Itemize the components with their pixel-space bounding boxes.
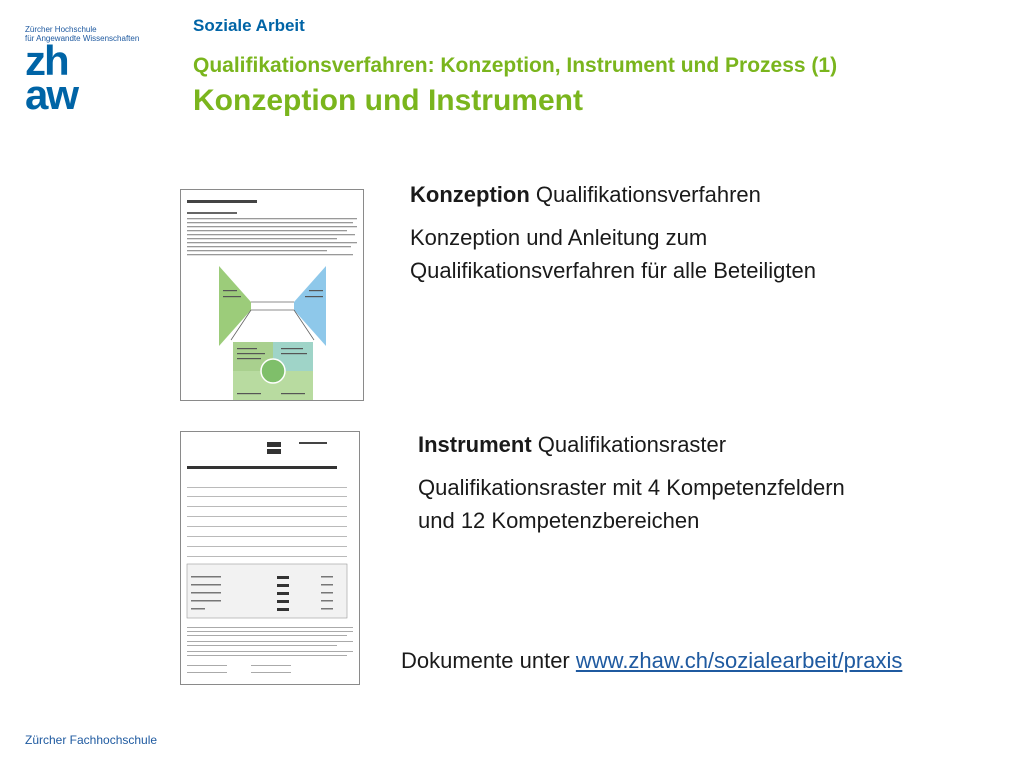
concept-description-line-2: Qualifikationsverfahren für alle Beteiligten bbox=[410, 258, 817, 283]
instrument-description-line-2: und 12 Kompetenzbereichen bbox=[418, 508, 700, 533]
instrument-description bbox=[418, 471, 938, 537]
concept-description bbox=[410, 221, 930, 287]
concept-heading-rest: Qualifikationsverfahren bbox=[529, 182, 761, 207]
concept-document-preview bbox=[181, 190, 364, 401]
logo-line-2: aw bbox=[25, 71, 78, 118]
slide-title: Konzeption und Instrument bbox=[193, 84, 583, 117]
zhaw-logo bbox=[25, 37, 99, 120]
documents-note bbox=[401, 648, 902, 674]
concept-document-thumbnail bbox=[180, 189, 364, 401]
concept-heading bbox=[410, 182, 761, 208]
qualification-grid-thumbnail bbox=[180, 431, 360, 685]
instrument-heading-rest: Qualifikationsraster bbox=[531, 432, 727, 457]
documents-link[interactable]: www.zhaw.ch/sozialearbeit/praxis bbox=[575, 648, 903, 673]
instrument-heading-bold: Instrument bbox=[418, 432, 532, 457]
logo-line-1: zh bbox=[25, 37, 68, 84]
documents-prefix: Dokumente unter bbox=[401, 648, 576, 673]
instrument-heading bbox=[418, 432, 726, 458]
concept-heading-bold: Konzeption bbox=[410, 182, 530, 207]
slide-subtitle: Qualifikationsverfahren: Konzeption, Instrument und Prozess (1) bbox=[193, 54, 838, 77]
instrument-description-line-1: Qualifikationsraster mit 4 Kompetenzfeldern bbox=[418, 475, 845, 500]
institution-line-1: Zürcher Hochschule bbox=[25, 25, 97, 34]
institution-line-2: für Angewandte Wissenschaften bbox=[25, 34, 140, 43]
footer-text: Zürcher Fachhochschule bbox=[25, 733, 158, 747]
concept-description-line-1: Konzeption und Anleitung zum bbox=[410, 225, 708, 250]
qualification-grid-preview bbox=[181, 432, 360, 685]
department-name: Soziale Arbeit bbox=[193, 16, 305, 35]
